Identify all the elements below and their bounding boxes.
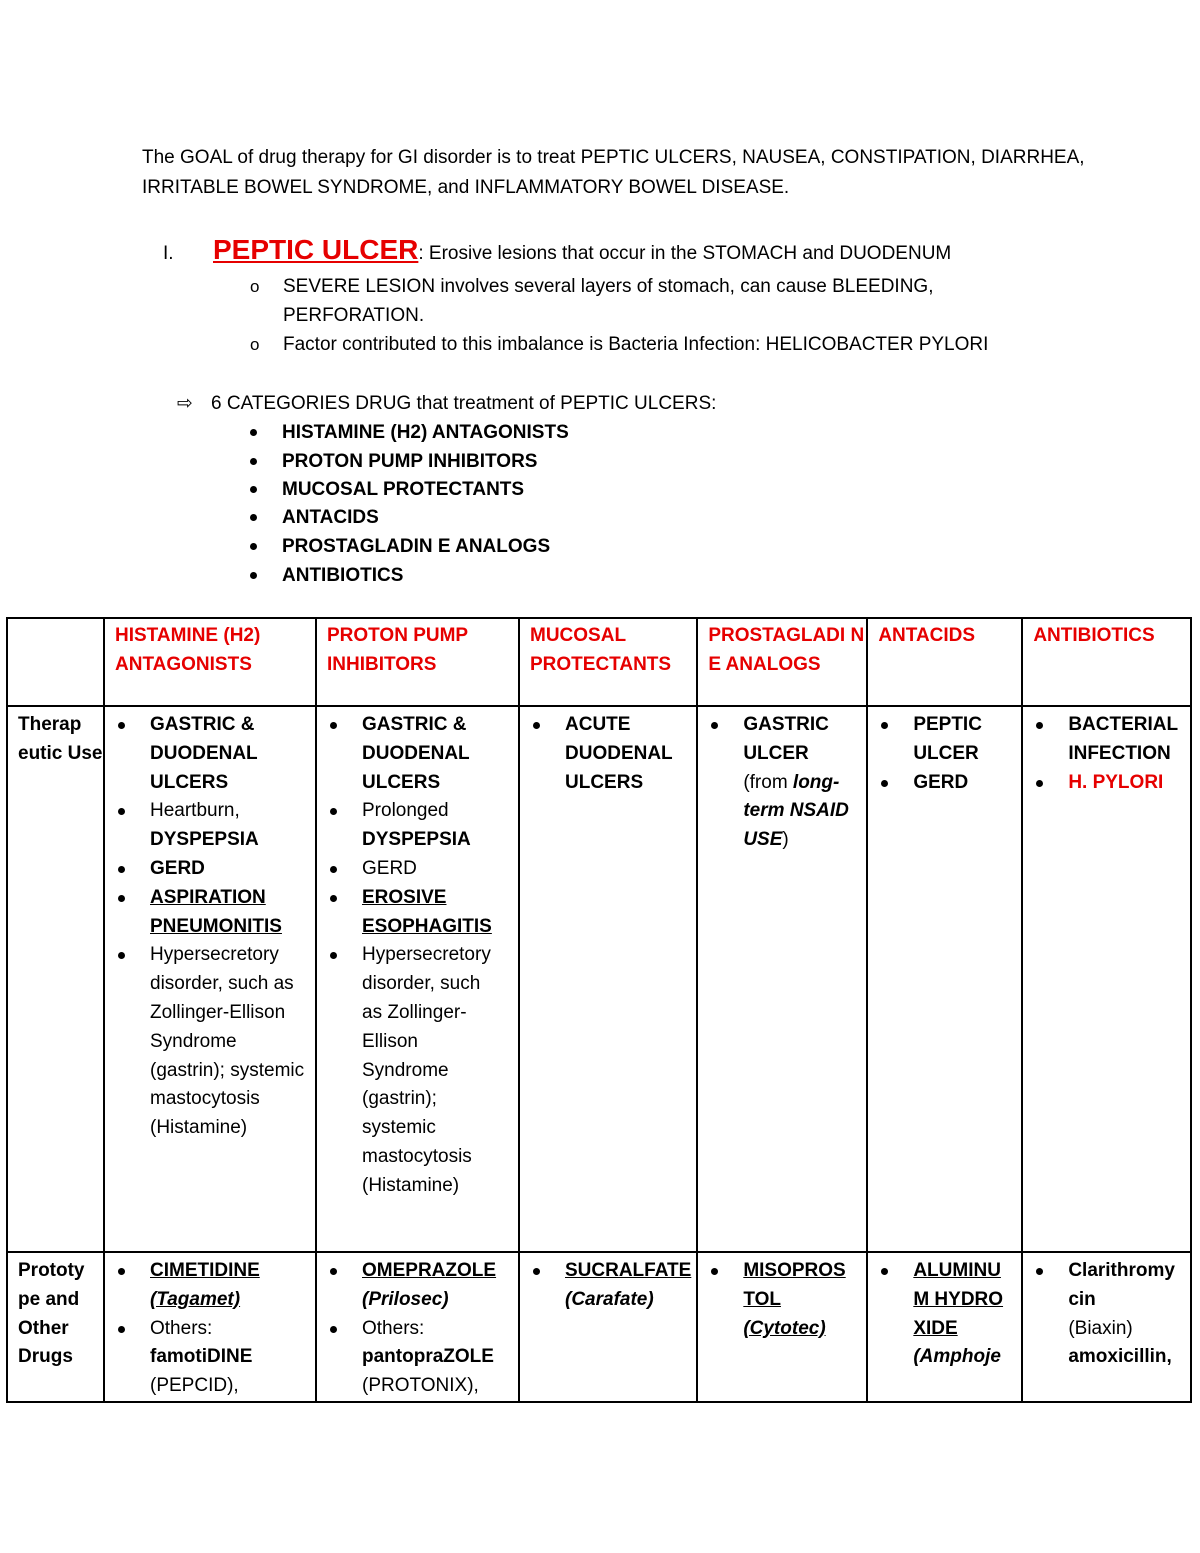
bullet-icon bbox=[881, 780, 888, 787]
bullet-icon bbox=[118, 808, 125, 815]
table-cell: SUCRALFATE (Carafate) bbox=[519, 1252, 697, 1402]
bullet-icon bbox=[533, 1268, 540, 1275]
categories-heading bbox=[177, 389, 716, 418]
bullet-icon bbox=[533, 722, 540, 729]
arrow-icon: ⇨ bbox=[177, 393, 193, 414]
bullet-icon bbox=[330, 895, 337, 902]
bullet-icon bbox=[881, 722, 888, 729]
table-cell: PEPTIC ULCER GERD bbox=[867, 706, 1022, 1252]
bullet-icon bbox=[118, 866, 125, 873]
bullet-icon bbox=[250, 543, 257, 550]
table-cell: MISOPROSTOL (Cytotec) bbox=[697, 1252, 867, 1402]
section-numeral: I. bbox=[163, 243, 174, 264]
column-header: PROSTAGLADI N E ANALOGS bbox=[697, 618, 867, 706]
section-heading bbox=[163, 235, 1163, 269]
bullet-icon bbox=[1036, 722, 1043, 729]
column-header: ANTACIDS bbox=[867, 618, 1022, 706]
column-header: HISTAMINE (H2) ANTAGONISTS bbox=[104, 618, 316, 706]
table-corner-cell bbox=[7, 618, 104, 706]
bullet-icon bbox=[250, 429, 257, 436]
table-cell: Clarithromycin (Biaxin) amoxicillin, bbox=[1022, 1252, 1191, 1402]
bullet-icon bbox=[330, 1268, 337, 1275]
bullet-icon bbox=[118, 1326, 125, 1333]
table-cell: BACTERIAL INFECTION H. PYLORI bbox=[1022, 706, 1191, 1252]
bullet-icon bbox=[118, 952, 125, 959]
table-cell: OMEPRAZOLE (Prilosec) Others: pantopraZOLE (PROTONIX), bbox=[316, 1252, 519, 1402]
circle-bullet-icon: o bbox=[250, 335, 260, 354]
column-header: PROTON PUMP INHIBITORS bbox=[316, 618, 519, 706]
subitem-text: Factor contributed to this imbalance is Bacteria Infection: HELICOBACTER PYLORI bbox=[283, 334, 989, 355]
table-row bbox=[7, 1252, 1191, 1402]
row-label: Therap eutic Use bbox=[7, 706, 104, 1252]
bullet-icon bbox=[711, 722, 718, 729]
bullet-icon bbox=[118, 1268, 125, 1275]
table-cell: ACUTE DUODENAL ULCERS bbox=[519, 706, 697, 1252]
section-description: : Erosive lesions that occur in the STOMACH and DUODENUM bbox=[418, 243, 952, 264]
bullet-icon bbox=[711, 1268, 718, 1275]
bullet-icon bbox=[330, 866, 337, 873]
bullet-icon bbox=[250, 572, 257, 579]
bullet-icon bbox=[881, 1268, 888, 1275]
section-title: PEPTIC ULCER bbox=[213, 234, 419, 265]
intro-paragraph: The GOAL of drug therapy for GI disorder is to treat PEPTIC ULCERS, NAUSEA, CONSTIPATION, DIARRHEA, IRRITABLE BOWEL SYNDROME, and INFLAMMATORY BOWEL DISEASE. bbox=[142, 147, 1085, 198]
bullet-icon bbox=[330, 1326, 337, 1333]
circle-bullet-icon: o bbox=[250, 277, 260, 296]
bullet-icon bbox=[250, 486, 257, 493]
subitem-text: SEVERE LESION involves several layers of stomach, can cause BLEEDING, PERFORATION. bbox=[283, 276, 934, 326]
bullet-icon bbox=[250, 514, 257, 521]
bullet-icon bbox=[118, 722, 125, 729]
table-cell: GASTRIC & DUODENAL ULCERS Prolonged DYSPEPSIA GERD EROSIVE ESOPHAGITIS Hypersecretory disorder, such as Zollinger-Ellison Syndrome (gastrin); systemic mastocytosis (Histamine) bbox=[316, 706, 519, 1252]
table-cell: GASTRIC ULCER (from long-term NSAID USE) bbox=[697, 706, 867, 1252]
categories-heading-text: 6 CATEGORIES DRUG that treatment of PEPTIC ULCERS: bbox=[211, 393, 717, 414]
table-cell: CIMETIDINE (Tagamet) Others: famotiDINE (PEPCID), bbox=[104, 1252, 316, 1402]
column-header: MUCOSAL PROTECTANTS bbox=[519, 618, 697, 706]
bullet-icon bbox=[118, 895, 125, 902]
drug-table bbox=[6, 617, 1192, 1403]
table-cell: ALUMINUM HYDROXIDE (Amphoje bbox=[867, 1252, 1022, 1402]
bullet-icon bbox=[330, 952, 337, 959]
table-row bbox=[7, 706, 1191, 1252]
bullet-icon bbox=[330, 722, 337, 729]
row-label: Prototy pe and Other Drugs bbox=[7, 1252, 104, 1402]
bullet-icon bbox=[250, 458, 257, 465]
table-cell: GASTRIC & DUODENAL ULCERS Heartburn, DYSPEPSIA GERD ASPIRATION PNEUMONITIS Hypersecretory disorder, such as Zollinger-Ellison Syndrome (gastrin); systemic mastocytosis (Histamine) bbox=[104, 706, 316, 1252]
bullet-icon bbox=[330, 808, 337, 815]
bullet-icon bbox=[1036, 780, 1043, 787]
column-header: ANTIBIOTICS bbox=[1022, 618, 1191, 706]
bullet-icon bbox=[1036, 1268, 1043, 1275]
table-header-row bbox=[7, 618, 1191, 706]
